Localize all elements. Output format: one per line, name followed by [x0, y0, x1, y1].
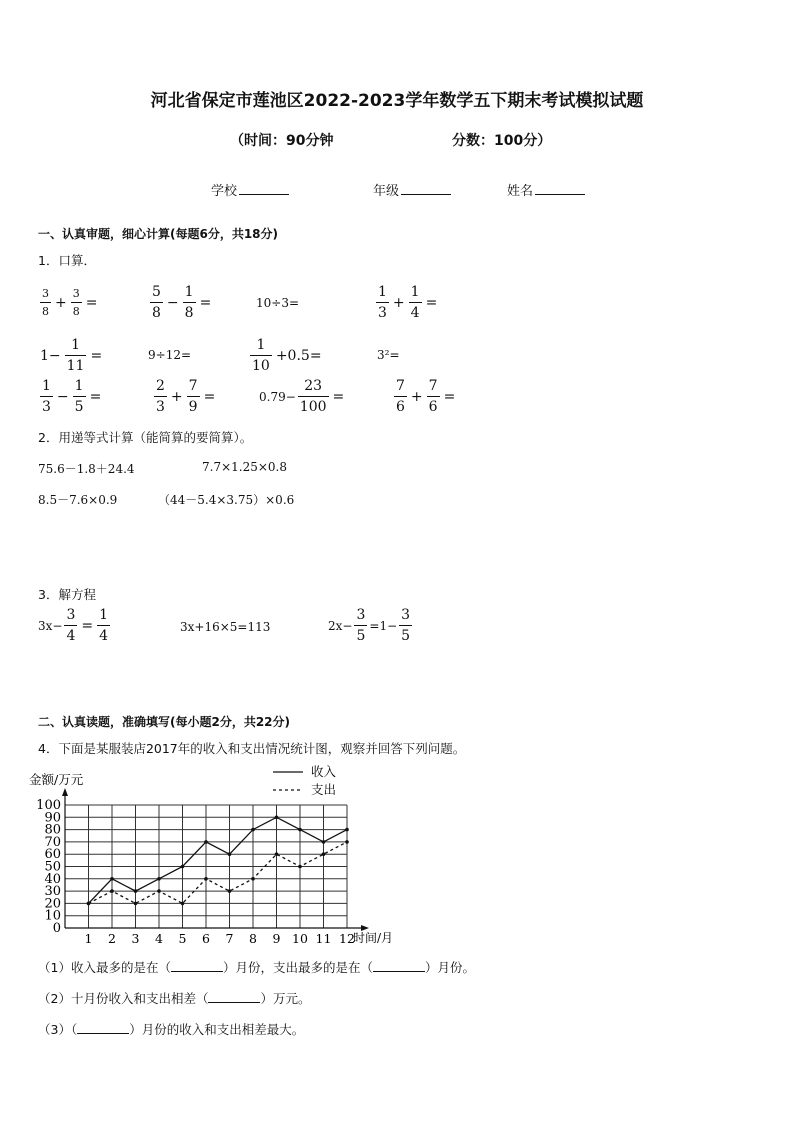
- data-point: [204, 877, 208, 881]
- grade-field: [373, 180, 451, 199]
- section1-heading: 一、认真审题，细心计算(每题6分，共18分): [38, 227, 279, 241]
- name-label: 姓名: [507, 184, 534, 199]
- data-point: [110, 877, 114, 881]
- legend-label: 收入: [311, 764, 337, 779]
- calc-2-3: $\frac{1}{10}$ +0.5=: [252, 337, 322, 374]
- fraction: $\frac{1}{4}$: [410, 284, 420, 321]
- q2-label: 2．用递等式计算（能简算的要简算）。: [38, 430, 253, 445]
- page-title: 河北省保定市莲池区2022-2023学年数学五下期末考试模拟试题: [150, 91, 644, 111]
- data-point: [110, 889, 114, 893]
- calc-3-2: $\frac{2}{3}$ + $\frac{7}{9}$ =: [156, 378, 216, 415]
- series-line-expense: [89, 842, 348, 904]
- data-point: [204, 840, 208, 844]
- q4-2: （2）十月份收入和支出相差（ ）万元。: [38, 991, 311, 1006]
- data-point: [181, 902, 185, 906]
- fraction: $\frac{7}{6}$: [428, 378, 438, 415]
- exam-time: （时间：90分钟: [230, 133, 334, 149]
- x-tick-label: 5: [178, 931, 187, 946]
- data-point: [298, 828, 302, 832]
- data-point: [275, 816, 279, 820]
- school-blank[interactable]: [239, 182, 289, 195]
- x-tick-label: 11: [315, 931, 332, 946]
- fraction: $\frac{3}{4}$: [66, 607, 76, 644]
- equation-1: 3x− $\frac{3}{4}$ = $\frac{1}{4}$: [38, 607, 109, 644]
- fraction: $\frac{3}{5}$: [401, 607, 411, 644]
- grade-blank[interactable]: [401, 182, 451, 195]
- y-tick-label: 10: [44, 908, 61, 924]
- y-tick-label: 50: [44, 859, 61, 875]
- x-tick-label: 7: [225, 931, 234, 946]
- chart-grid: [65, 805, 347, 928]
- fraction: $\frac{1}{8}$: [184, 284, 194, 321]
- section2-heading: 二、认真读题，准确填写(每小题2分，共22分): [38, 715, 291, 729]
- exam-score: 分数：100分）: [452, 133, 552, 149]
- y-tick-label: 20: [44, 896, 61, 912]
- fraction: $\frac{1}{4}$: [99, 607, 109, 644]
- calc-1-2: $\frac{5}{8}$ − $\frac{1}{8}$ =: [152, 284, 212, 321]
- calc-1-1: $\frac{3}{8}$ + $\frac{3}{8}$ =: [42, 287, 98, 318]
- data-point: [345, 840, 349, 844]
- name-blank[interactable]: [535, 182, 585, 195]
- q4-1-blank-a[interactable]: [171, 959, 223, 972]
- school-field: [211, 180, 289, 199]
- y-tick-label: 70: [44, 834, 61, 850]
- data-point: [345, 828, 349, 832]
- y-tick-label: 0: [52, 921, 61, 936]
- x-tick-label: 1: [84, 931, 93, 946]
- data-point: [157, 889, 161, 893]
- q4-3: （3）（ ）月份的收入和支出相差最大。: [38, 1022, 305, 1037]
- y-axis-arrow-icon: [62, 788, 68, 796]
- q4-2-blank[interactable]: [208, 990, 260, 1003]
- calc-1-4: $\frac{1}{3}$ + $\frac{1}{4}$ =: [378, 284, 438, 321]
- y-tick-label: 100: [36, 798, 61, 813]
- x-axis-label: 时间/月: [353, 931, 394, 945]
- x-tick-label: 6: [202, 931, 210, 946]
- data-point: [181, 865, 185, 869]
- x-tick-label: 3: [131, 931, 140, 946]
- x-tick-label: 2: [108, 931, 116, 946]
- q2-item-1: 75.6－1.8＋24.4: [38, 462, 135, 476]
- x-tick-label: 8: [249, 931, 257, 946]
- y-axis-label: 金额/万元: [29, 772, 84, 787]
- y-tick-label: 30: [44, 884, 61, 900]
- x-tick-label: 9: [272, 931, 281, 946]
- fraction: $\frac{1}{3}$: [378, 284, 387, 321]
- y-tick-label: 90: [44, 810, 61, 826]
- data-point: [134, 889, 138, 893]
- y-tick-label: 80: [44, 822, 61, 838]
- fraction: $\frac{7}{6}$: [396, 378, 405, 415]
- calc-2-1: 1− $\frac{1}{11}$ =: [40, 337, 103, 374]
- grade-label: 年级: [373, 184, 400, 199]
- data-point: [228, 889, 232, 893]
- data-point: [298, 865, 302, 869]
- fraction: $\frac{2}{3}$: [156, 378, 165, 415]
- data-point: [87, 902, 91, 906]
- q4-1: （1）收入最多的是在（ ）月份，支出最多的是在（ ）月份。: [38, 960, 475, 975]
- y-tick-label: 60: [44, 847, 61, 863]
- fraction: $\frac{1}{11}$: [66, 337, 85, 374]
- calc-3-1: $\frac{1}{3}$ − $\frac{1}{5}$ =: [42, 378, 102, 415]
- x-tick-label: 10: [292, 931, 308, 946]
- income-expense-chart: [25, 760, 405, 950]
- q4-1-blank-b[interactable]: [373, 959, 425, 972]
- data-point: [322, 852, 326, 856]
- fraction: $\frac{1}{5}$: [74, 378, 84, 415]
- fraction: $\frac{1}{3}$: [42, 378, 51, 415]
- q1-label: 1．口算．: [38, 253, 96, 268]
- chart-axes: [62, 788, 369, 931]
- calc-2-2: 9÷12=: [148, 348, 192, 362]
- fraction: $\frac{3}{8}$: [72, 287, 80, 318]
- data-point: [251, 877, 255, 881]
- data-point: [322, 840, 326, 844]
- x-tick-label: 12: [339, 931, 355, 946]
- fraction: $\frac{7}{9}$: [188, 378, 198, 415]
- data-point: [275, 852, 279, 856]
- data-point: [251, 828, 255, 832]
- calc-2-4: 3²=: [377, 348, 400, 362]
- q2-item-3: 8.5－7.6×0.9: [38, 493, 118, 507]
- q4-label: 4．下面是某服装店2017年的收入和支出情况统计图，观察并回答下列问题。: [38, 741, 466, 756]
- equation-3: 2x− $\frac{3}{5}$ =1− $\frac{3}{5}$: [328, 607, 411, 644]
- q2-item-4: （44－5.4×3.75）×0.6: [158, 493, 295, 507]
- data-point: [228, 852, 232, 856]
- fraction: $\frac{23}{100}$: [299, 378, 327, 415]
- y-tick-label: 40: [44, 871, 61, 887]
- legend-label: 支出: [311, 782, 337, 797]
- fraction: $\frac{1}{10}$: [252, 337, 270, 374]
- equation-2: 3x+16×5=113: [180, 620, 271, 634]
- name-field: [507, 180, 585, 199]
- fraction: $\frac{3}{5}$: [356, 607, 366, 644]
- calc-3-3: 0.79− $\frac{23}{100}$ =: [259, 378, 345, 415]
- q3-label: 3．解方程: [38, 587, 96, 602]
- calc-3-4: $\frac{7}{6}$ + $\frac{7}{6}$ =: [396, 378, 456, 415]
- series-line-income: [89, 817, 348, 903]
- q4-3-blank[interactable]: [77, 1021, 129, 1034]
- chart-ticks: [36, 798, 355, 946]
- x-tick-label: 4: [155, 931, 163, 946]
- school-label: 学校: [211, 184, 238, 199]
- fraction: $\frac{3}{8}$: [42, 287, 49, 318]
- fraction: $\frac{5}{8}$: [152, 284, 161, 321]
- chart-legend: [273, 764, 337, 797]
- q2-item-2: 7.7×1.25×0.8: [202, 460, 287, 474]
- calc-1-3: 10÷3=: [256, 296, 300, 310]
- data-point: [134, 902, 138, 906]
- chart-lines: [87, 816, 349, 906]
- data-point: [157, 877, 161, 881]
